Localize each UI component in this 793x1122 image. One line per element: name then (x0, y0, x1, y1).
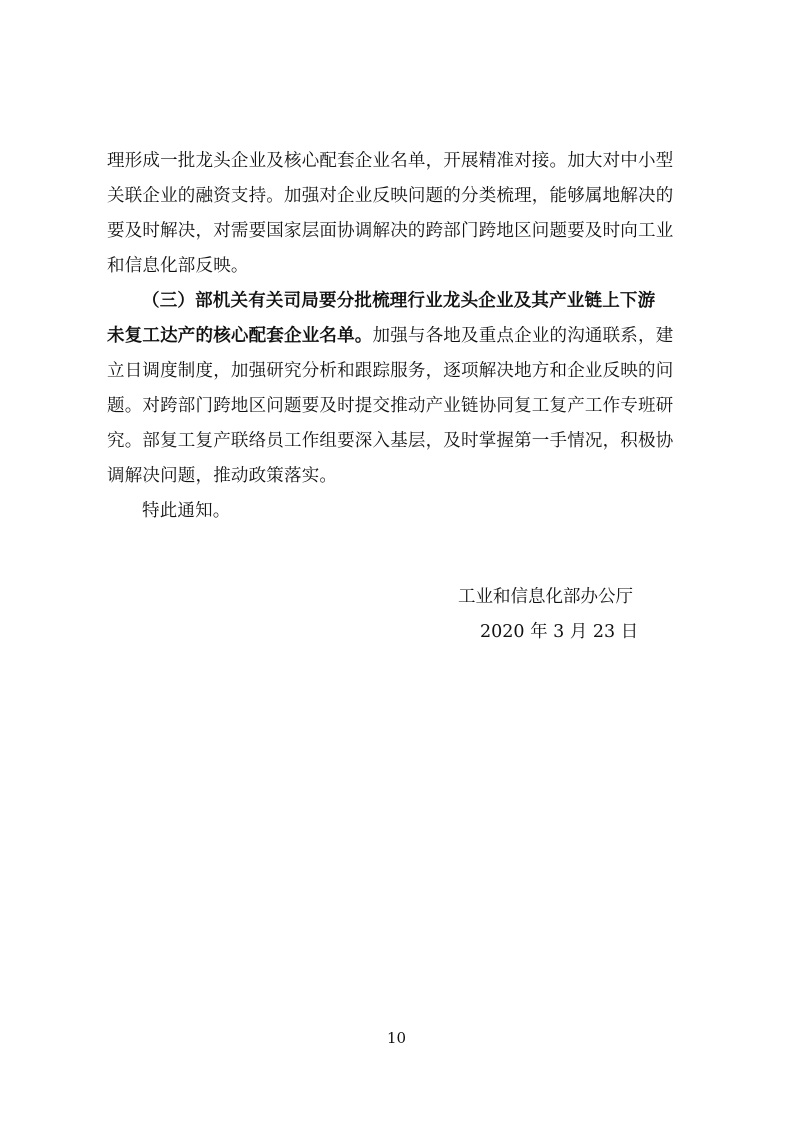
paragraph-1-line-3: 要及时解决，对需要国家层面协调解决的跨部门跨地区问题要及时向工业 (107, 221, 674, 241)
paragraph-1-line-2: 关联企业的融资支持。加强对企业反映问题的分类梳理，能够属地解决的 (107, 186, 674, 206)
signature-office: 工业和信息化部办公厅 (458, 587, 633, 607)
paragraph-2-line-2 (107, 325, 692, 347)
paragraph-1-line-4: 和信息化部反映。 (107, 256, 249, 276)
paragraph-2-line-6: 调解决问题，推动政策落实。 (107, 466, 338, 486)
paragraph-2-line-2-rest: 加强与各地及重点企业的沟通联系，建 (372, 326, 674, 346)
paragraph-1-line-1: 理形成一批龙头企业及核心配套企业名单，开展精准对接。加大对中小型 (107, 151, 674, 171)
page-number: 10 (386, 1029, 407, 1047)
paragraph-2-line-5: 究。部复工复产联络员工作组要深入基层，及时掌握第一手情况，积极协 (107, 431, 674, 451)
paragraph-2-line-4: 题。对跨部门跨地区问题要及时提交推动产业链协同复工复产工作专班研 (107, 396, 674, 416)
closing-notice: 特此通知。 (142, 501, 231, 521)
paragraph-2-heading-line-1: （三）部机关有关司局要分批梳理行业龙头企业及其产业链上下游 (142, 291, 656, 311)
signature-date: 2020 年 3 月 23 日 (480, 622, 639, 642)
paragraph-2-heading-line-2: 未复工达产的核心配套企业名单。 (107, 326, 373, 346)
paragraph-2-line-3: 立日调度制度，加强研究分析和跟踪服务，逐项解决地方和企业反映的问 (107, 361, 674, 381)
